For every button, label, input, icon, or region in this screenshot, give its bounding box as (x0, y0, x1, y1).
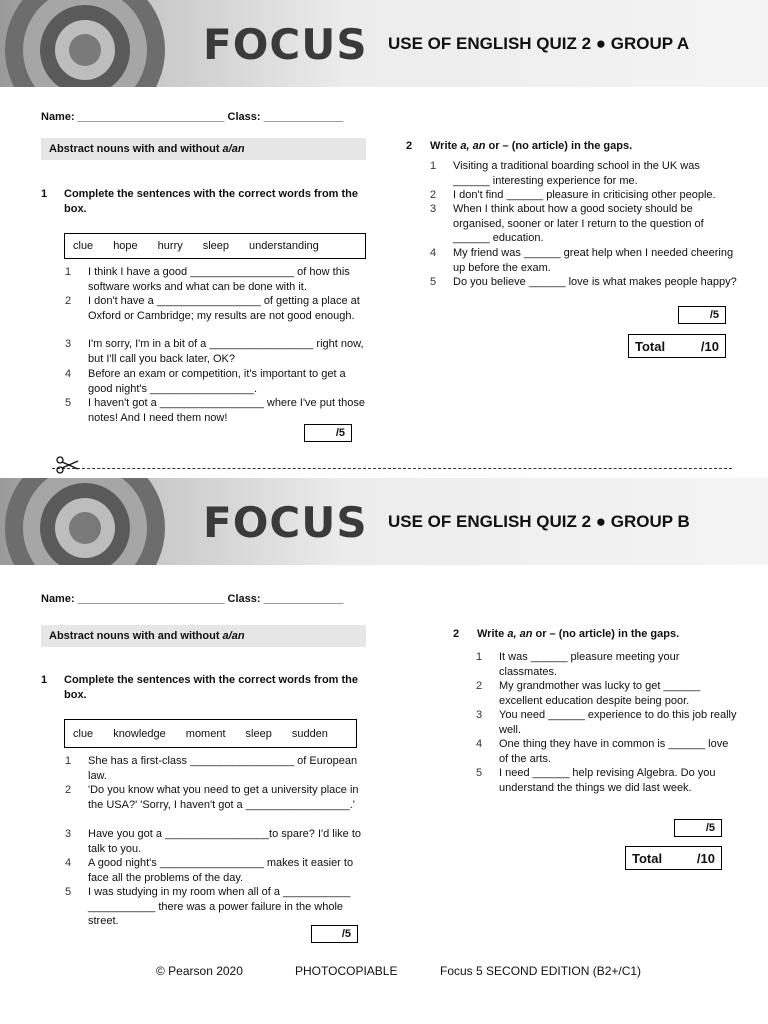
score-box: /5 (311, 925, 358, 943)
question-number: 2 (453, 628, 460, 640)
list-item: 5 I haven't got a _________________ where I've put those notes! And I need them now! (65, 397, 365, 424)
total-box: Total /10 (628, 334, 726, 358)
list-item: 3 When I think about how a good society should be organised, sooner or later I return to the question of ______ education. (430, 203, 704, 244)
word-box (64, 719, 357, 748)
box-word: clue (73, 240, 94, 252)
list-item: 4 Before an exam or competition, it's important to get a good night's _________________. (65, 368, 346, 395)
box-word: sleep (202, 240, 230, 252)
list-item: 1 I think I have a good _________________ of how this software works and what can be done with it. (65, 266, 350, 293)
list-item: 3 You need ______ experience to do this job really well. (476, 709, 737, 736)
question-instruction: Write a, an or – (no article) in the gaps. (477, 628, 680, 640)
cut-line (52, 468, 732, 469)
list-item: 5 I need ______ help revising Algebra. Do you understand the things we did last week. (476, 767, 716, 794)
name-class-line: Name: ________________________ Class: _____________ (41, 111, 344, 123)
list-item: 5 I was studying in my room when all of a ___________ ___________ there was a power failure in the whole street. (65, 886, 351, 927)
question-instruction: Complete the sentences with the correct words from the box. (64, 188, 359, 215)
brand-logo: FOCUS (203, 20, 368, 69)
score-box: /5 (674, 819, 722, 837)
section-heading: Abstract nouns with and without a/an (41, 138, 366, 160)
question-instruction: Write a, an or – (no article) in the gaps. (430, 140, 633, 152)
footer-photocopiable: PHOTOCOPIABLE (295, 964, 398, 978)
list-item: 1 She has a first-class _________________ of European law. (65, 755, 358, 782)
list-item: 5 Do you believe ______ love is what makes people happy? (430, 276, 737, 288)
list-item: 2 'Do you know what you need to get a university place in the USA?' 'Sorry, I haven't got a _________________.' (65, 784, 359, 811)
focus-disc-icon (0, 0, 200, 87)
box-word: hurry (157, 240, 183, 252)
header-band-b (0, 478, 768, 565)
list-item: 4 My friend was ______ great help when I needed cheering up before the exam. (430, 247, 734, 274)
scissors-icon (56, 456, 80, 474)
box-word: sudden (291, 727, 328, 740)
quiz-title: USE OF ENGLISH QUIZ 2 ● GROUP B (388, 512, 690, 531)
box-word: moment (185, 727, 226, 740)
list-item: 3 Have you got a _________________to spare? I'd like to talk to you. (65, 828, 362, 855)
list-item: 2 I don't have a _________________ of getting a place at Oxford or Cambridge; my results are not good enough. (65, 295, 360, 322)
brand-logo: FOCUS (203, 498, 368, 547)
question-number: 1 (41, 188, 48, 200)
list-item: 2 My grandmother was lucky to get ______ excellent education despite being poor. (476, 680, 701, 707)
list-item: 1 Visiting a traditional boarding school in the UK was ______ interesting experience for me. (430, 160, 700, 187)
question-number: 1 (41, 674, 48, 686)
score-box: /5 (678, 306, 726, 324)
box-word: clue (73, 727, 94, 740)
footer-copyright: © Pearson 2020 (156, 964, 243, 978)
section-heading: Abstract nouns with and without a/an (41, 625, 366, 647)
box-word: hope (113, 240, 138, 252)
list-item: 4 A good night's _________________ makes it easier to face all the problems of the day. (65, 857, 354, 884)
question-instruction: Complete the sentences with the correct words from the box. (64, 674, 359, 701)
footer-edition: Focus 5 SECOND EDITION (B2+/C1) (440, 964, 642, 978)
name-class-line: Name: ________________________ Class: _____________ (41, 593, 344, 605)
box-word: knowledge (113, 727, 166, 740)
header-band-a (0, 0, 768, 87)
total-box: Total /10 (625, 846, 722, 870)
box-word: sleep (245, 727, 272, 740)
question-number: 2 (406, 140, 413, 152)
quiz-title: USE OF ENGLISH QUIZ 2 ● GROUP A (388, 34, 690, 53)
list-item: 4 One thing they have in common is ______ love of the arts. (476, 738, 729, 765)
list-item: 1 It was ______ pleasure meeting your classmates. (476, 651, 680, 678)
focus-disc-icon (0, 478, 200, 565)
box-word: understanding (249, 240, 319, 252)
score-box: /5 (304, 424, 352, 442)
list-item: 2 I don't find ______ pleasure in criticising other people. (430, 189, 716, 201)
list-item: 3 I'm sorry, I'm in a bit of a _________________ right now, but I'll call you back later, OK? (65, 338, 364, 365)
word-box (64, 233, 366, 259)
